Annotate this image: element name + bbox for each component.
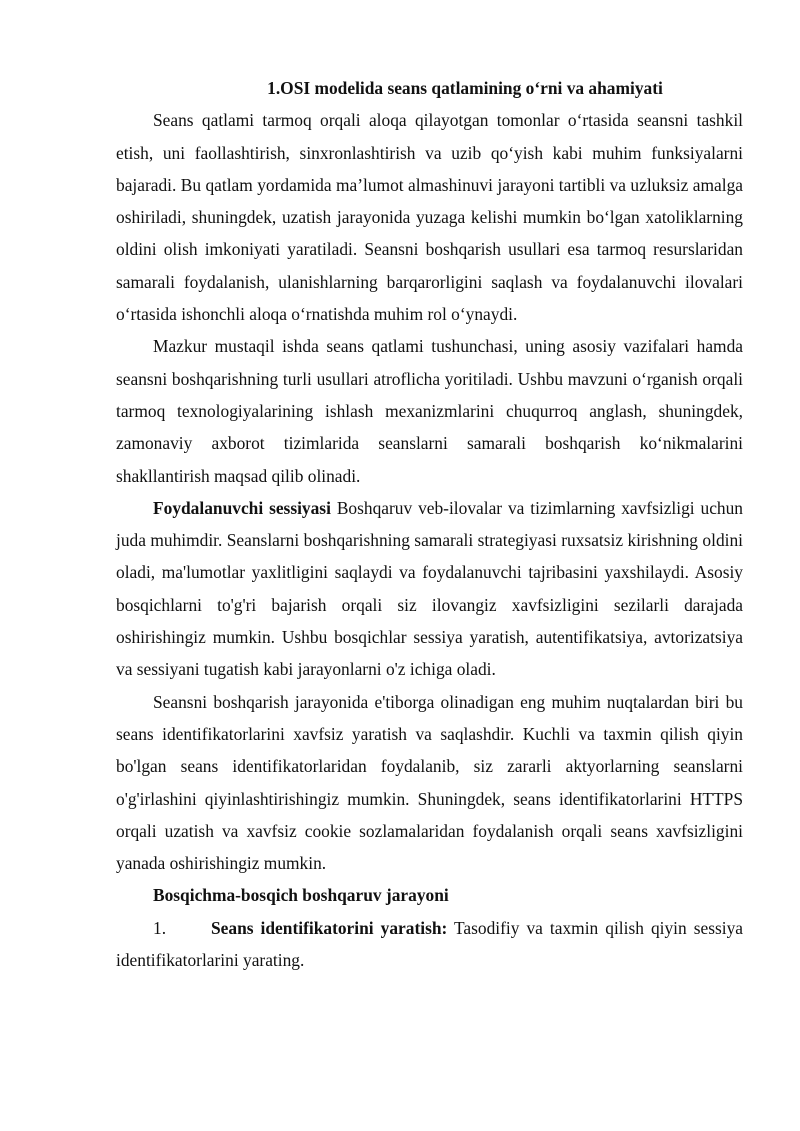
paragraph-intro: Seans qatlami tarmoq orqali aloqa qilayotgan tomonlar o‘rtasida seansni tashkil etish, uni faollashtirish, sinxronlashtirish va uzib qo‘yish kabi muhim funksiyalarni bajaradi. Bu qatlam yordamida ma’lumot almashinuvi jarayoni tartibli va uzluksiz amalga oshiriladi, shuningdek, uzatish jarayonida yuzaga kelishi mumkin bo‘lgan xatoliklarning oldini olish imkoniyati yaratiladi. Seansni boshqarish usullari esa tarmoq resurslaridan samarali foydalanish, ulanishlarning barqarorligini saqlash va foydalanuvchi ilovalari o‘rtasida ishonchli aloqa o‘rnatishda muhim rol o‘ynaydi. — [116, 110, 743, 325]
paragraph-session-ids: Seansni boshqarish jarayonida e'tiborga olinadigan eng muhim nuqtalardan biri bu seans identifikatorlarini xavfsiz yaratish va saqlashdir. Kuchli va taxmin qilish qiyin bo'lgan seans identifikatorlaridan foydalanib, siz zararli aktyorlarning seanslarni o'g'irlashini qiyinlashtirishingiz mumkin. Shuningdek, seans identifikatorlarini HTTPS orqali uzatish va xavfsiz cookie sozlamalaridan foydalanish orqali seans xavfsizligini yanada oshirishingiz mumkin. — [116, 691, 743, 874]
list-number: 1. — [153, 917, 167, 938]
section-heading: Bosqichma-bosqich boshqaruv jarayoni — [153, 885, 449, 906]
user-session-text: Boshqaruv veb-ilovalar va tizimlarning xavfsizligi uchun juda muhimdir. Seanslarni boshqarishning samarali strategiyasi ruxsatsiz kirishning oldini oladi, ma'lumotlar yaxlitligini saqlaydi va foydalanuvchi tajribasini yaxshilaydi. Asosiy bosqichlarni to'g'ri bajarish orqali siz ilovangiz xavfsizligini sezilarli darajada oshirishingiz mumkin. Ushbu bosqichlar sessiya yaratish, autentifikatsiya, avtorizatsiya va sessiyani tugatish kabi jarayonlarni o'z ichiga oladi. — [116, 497, 743, 680]
paragraph-user-session — [116, 492, 743, 686]
paragraph-purpose: Mazkur mustaqil ishda seans qatlami tushunchasi, uning asosiy vazifalari hamda seansni boshqarishning turli usullari atroflicha yoritiladi. Ushbu mavzuni o‘rganish orqali tarmoq texnologiyalarining ishlash mexanizmlarini chuqurroq anglash, shuningdek, zamonaviy axborot tizimlarida seanslarni samarali boshqarish ko‘nikmalarini shakllantirish maqsad qilib olinadi. — [116, 336, 743, 486]
list-item-term: Seans identifikatorini yaratish: — [211, 917, 448, 938]
list-item — [116, 912, 743, 977]
list-item-text: Tasodifiy va taxmin qilish qiyin sessiya identifikatorlarini yarating. — [116, 917, 743, 971]
document-title: 1.OSI modelida seans qatlamining o‘rni va ahamiyati — [267, 78, 663, 98]
user-session-term: Foydalanuvchi sessiyasi — [153, 497, 331, 518]
